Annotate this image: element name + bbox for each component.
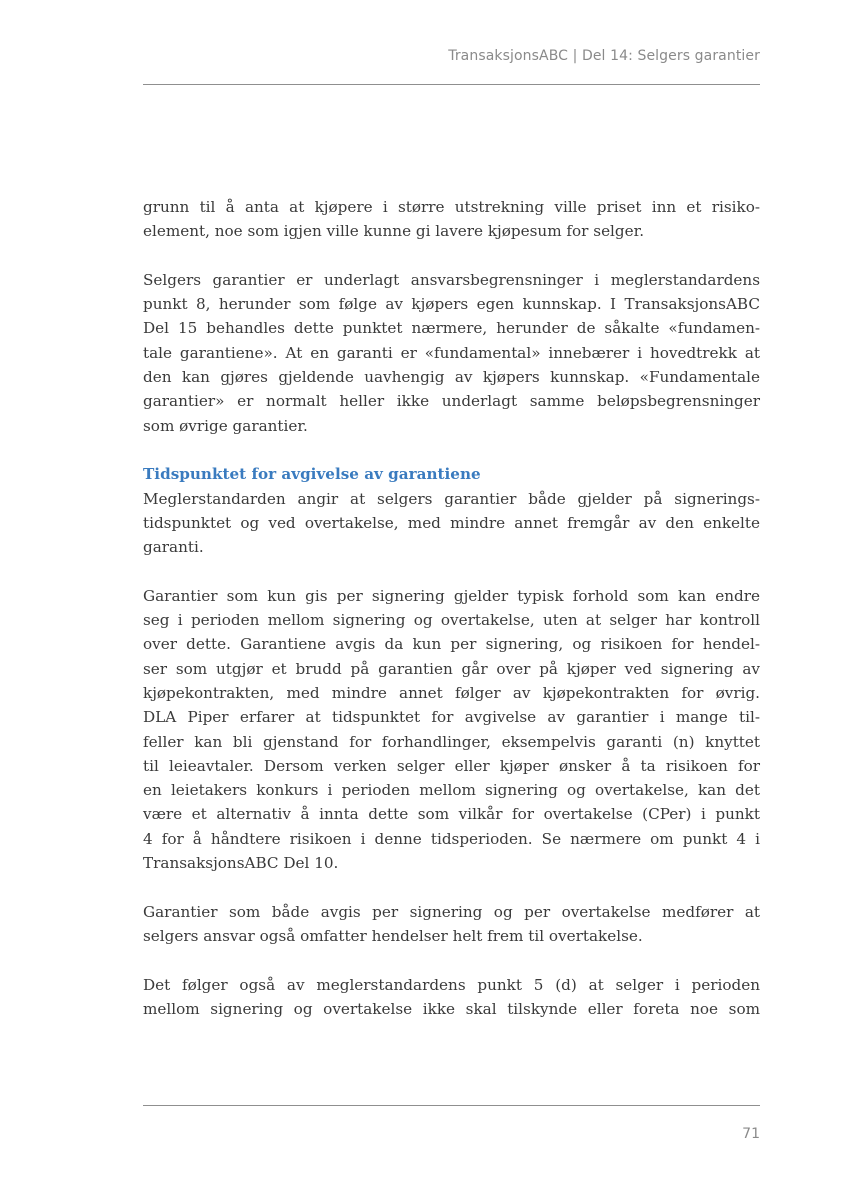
text-line: Garantier som kun gis per signering gjelder typisk forhold som kan endre: [143, 586, 760, 605]
text-line: grunn til å anta at kjøpere i større utstrekning ville priset inn et risiko-: [143, 198, 760, 216]
section-paragraph-3: [143, 900, 760, 949]
text-line: være et alternativ å innta dette som vilkår for overtakelse (CPer) i punkt: [143, 805, 760, 824]
text-line: 4 for å håndtere risikoen i denne tidsperioden. Se nærmere om punkt 4 i: [143, 829, 760, 848]
section-paragraph-1: [143, 487, 760, 560]
text-line: Garantier som både avgis per signering og per overtakelse medfører at: [143, 902, 760, 921]
body-text: [143, 195, 760, 1045]
footer-divider: [143, 1105, 760, 1106]
text-line: seg i perioden mellom signering og overtakelse, uten at selger har kontroll: [143, 611, 760, 630]
text-line: TransaksjonsABC Del 10.: [143, 854, 339, 873]
text-line: Del 15 behandles dette punktet nærmere, herunder de såkalte «fundamen-: [143, 319, 760, 338]
section-heading: Tidspunktet for avgivelse av garantiene: [143, 465, 481, 484]
text-line: feller kan bli gjenstand for forhandlinger, eksempelvis garanti (n) knyttet: [143, 732, 760, 751]
text-line: ser som utgjør et brudd på garantien går over på kjøper ved signering av: [143, 659, 760, 678]
text-line: mellom signering og overtakelse ikke skal tilskynde eller foreta noe som: [143, 999, 760, 1018]
text-line: selgers ansvar også omfatter hendelser helt frem til overtakelse.: [143, 926, 643, 945]
running-header: TransaksjonsABC | Del 14: Selgers garantier: [448, 48, 760, 64]
text-line: garantier» er normalt heller ikke underlagt samme beløpsbegrensninger: [143, 392, 760, 411]
paragraph-1: [143, 195, 760, 244]
text-line: tidspunktet og ved overtakelse, med mindre annet fremgår av den enkelte: [143, 513, 760, 532]
text-line: Selgers garantier er underlagt ansvarsbegrensninger i meglerstandardens: [143, 270, 760, 289]
text-line: som øvrige garantier.: [143, 416, 308, 435]
text-line: over dette. Garantiene avgis da kun per signering, og risikoen for hendel-: [143, 635, 760, 654]
text-line: tale garantiene». At en garanti er «fundamental» innebærer i hovedtrekk at: [143, 343, 760, 362]
text-line: en leietakers konkurs i perioden mellom signering og overtakelse, kan det: [143, 781, 760, 800]
text-line: punkt 8, herunder som følge av kjøpers egen kunnskap. I TransaksjonsABC: [143, 295, 760, 314]
section-paragraph-2: [143, 584, 760, 876]
text-line: garanti.: [143, 538, 204, 557]
text-line: DLA Piper erfarer at tidspunktet for avgivelse av garantier i mange til-: [143, 708, 760, 727]
text-line: kjøpekontrakten, med mindre annet følger av kjøpekontrakten for øvrig.: [143, 683, 760, 702]
header-divider: [143, 84, 760, 85]
text-line: element, noe som igjen ville kunne gi lavere kjøpesum for selger.: [143, 222, 645, 241]
text-line: Det følger også av meglerstandardens punkt 5 (d) at selger i perioden: [143, 975, 760, 994]
page-number: 71: [742, 1126, 760, 1142]
text-line: Meglerstandarden angir at selgers garantier både gjelder på signerings-: [143, 489, 760, 508]
text-line: den kan gjøres gjeldende uavhengig av kjøpers kunnskap. «Fundamentale: [143, 368, 760, 387]
section-paragraph-4: [143, 973, 760, 1022]
paragraph-2: [143, 268, 760, 438]
text-line: til leieavtaler. Dersom verken selger eller kjøper ønsker å ta risikoen for: [143, 756, 760, 775]
